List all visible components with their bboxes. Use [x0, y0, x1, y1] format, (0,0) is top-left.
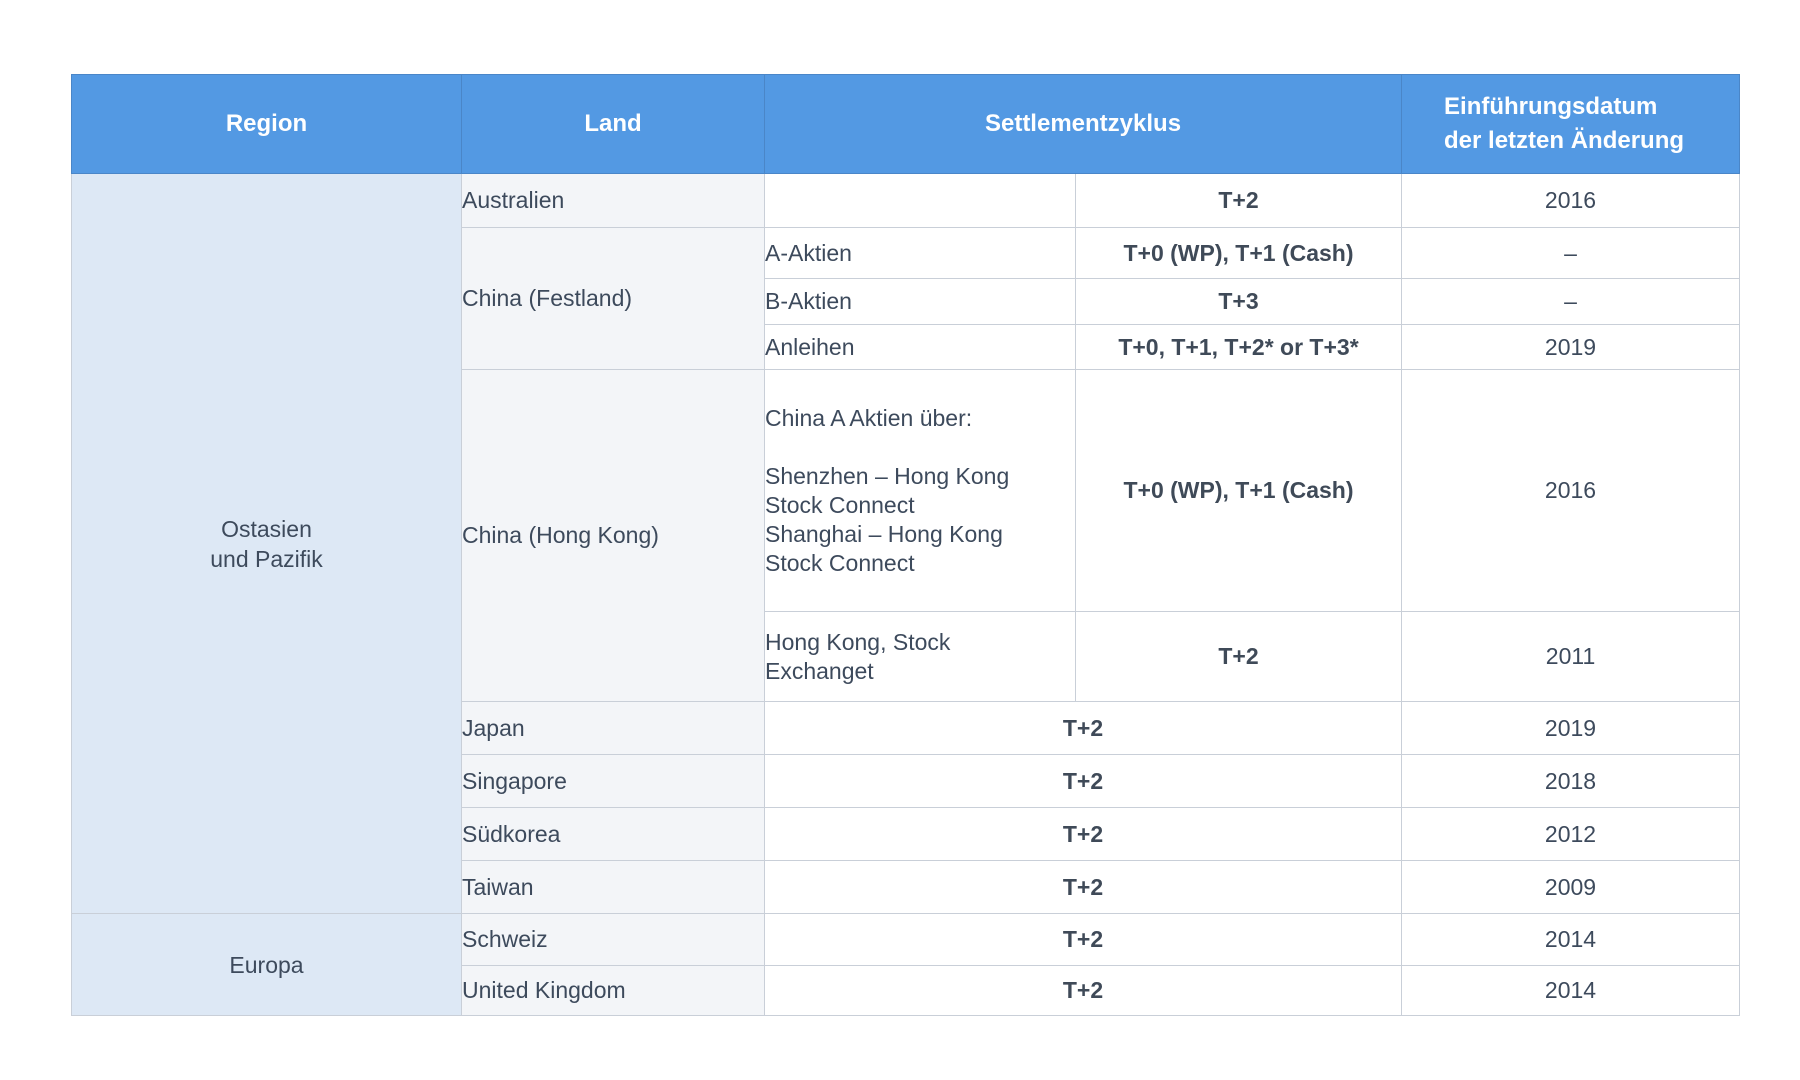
table-row — [72, 174, 1740, 228]
cycle-south-korea: T+2 — [765, 808, 1402, 861]
cycle-a-shares: T+0 (WP), T+1 (Cash) — [1076, 228, 1402, 279]
year-hk-exchange: 2011 — [1402, 612, 1740, 702]
year-singapore: 2018 — [1402, 755, 1740, 808]
header-date-line2: der letzten Änderung — [1444, 127, 1685, 154]
header-date-line1: Einführungsdatum — [1444, 93, 1658, 120]
land-singapore: Singapore — [462, 755, 765, 808]
year-stock-connect: 2016 — [1402, 370, 1740, 612]
sub-b-shares: B-Aktien — [765, 279, 1076, 325]
hk-exchange-line2: Exchanget — [765, 657, 874, 684]
sub-hk-exchange — [765, 612, 1076, 702]
stock-connect-line3: Shanghai – Hong Kong — [765, 520, 1003, 547]
header-row — [72, 75, 1740, 174]
cycle-hk-exchange: T+2 — [1076, 612, 1402, 702]
cycle-switzerland: T+2 — [765, 914, 1402, 966]
year-united-kingdom: 2014 — [1402, 966, 1740, 1016]
land-china-mainland: China (Festland) — [462, 228, 765, 370]
cycle-stock-connect: T+0 (WP), T+1 (Cash) — [1076, 370, 1402, 612]
sub-a-shares: A-Aktien — [765, 228, 1076, 279]
land-japan: Japan — [462, 702, 765, 755]
cycle-b-shares: T+3 — [1076, 279, 1402, 325]
year-b-shares: – — [1402, 279, 1740, 325]
cycle-taiwan: T+2 — [765, 861, 1402, 914]
cycle-australia: T+2 — [1076, 174, 1402, 228]
cycle-bonds: T+0, T+1, T+2* or T+3* — [1076, 325, 1402, 370]
header-land: Land — [462, 75, 765, 174]
region-line2: und Pazifik — [210, 545, 323, 572]
region-line1: Ostasien — [221, 515, 312, 542]
table-row — [72, 914, 1740, 966]
sub-bonds: Anleihen — [765, 325, 1076, 370]
hk-exchange-line1: Hong Kong, Stock — [765, 628, 951, 655]
cycle-united-kingdom: T+2 — [765, 966, 1402, 1016]
sub-stock-connect — [765, 370, 1076, 612]
year-switzerland: 2014 — [1402, 914, 1740, 966]
region-east-asia-pacific — [72, 174, 462, 914]
header-settlement-cycle: Settlementzyklus — [765, 75, 1402, 174]
cycle-singapore: T+2 — [765, 755, 1402, 808]
year-south-korea: 2012 — [1402, 808, 1740, 861]
stock-connect-line1: Shenzhen – Hong Kong — [765, 462, 1010, 489]
land-taiwan: Taiwan — [462, 861, 765, 914]
stock-connect-line4: Stock Connect — [765, 549, 915, 576]
stock-connect-intro: China A Aktien über: — [765, 404, 973, 431]
land-switzerland: Schweiz — [462, 914, 765, 966]
year-australia: 2016 — [1402, 174, 1740, 228]
year-japan: 2019 — [1402, 702, 1740, 755]
header-region: Region — [72, 75, 462, 174]
header-introduction-date — [1402, 75, 1740, 174]
region-europe: Europa — [72, 914, 462, 1016]
land-south-korea: Südkorea — [462, 808, 765, 861]
cycle-japan: T+2 — [765, 702, 1402, 755]
year-taiwan: 2009 — [1402, 861, 1740, 914]
land-united-kingdom: United Kingdom — [462, 966, 765, 1016]
settlement-cycle-table — [71, 74, 1740, 1016]
land-china-hong-kong: China (Hong Kong) — [462, 370, 765, 702]
stock-connect-line2: Stock Connect — [765, 491, 915, 518]
year-bonds: 2019 — [1402, 325, 1740, 370]
year-a-shares: – — [1402, 228, 1740, 279]
empty-sub-cell — [765, 174, 1076, 228]
land-australia: Australien — [462, 174, 765, 228]
